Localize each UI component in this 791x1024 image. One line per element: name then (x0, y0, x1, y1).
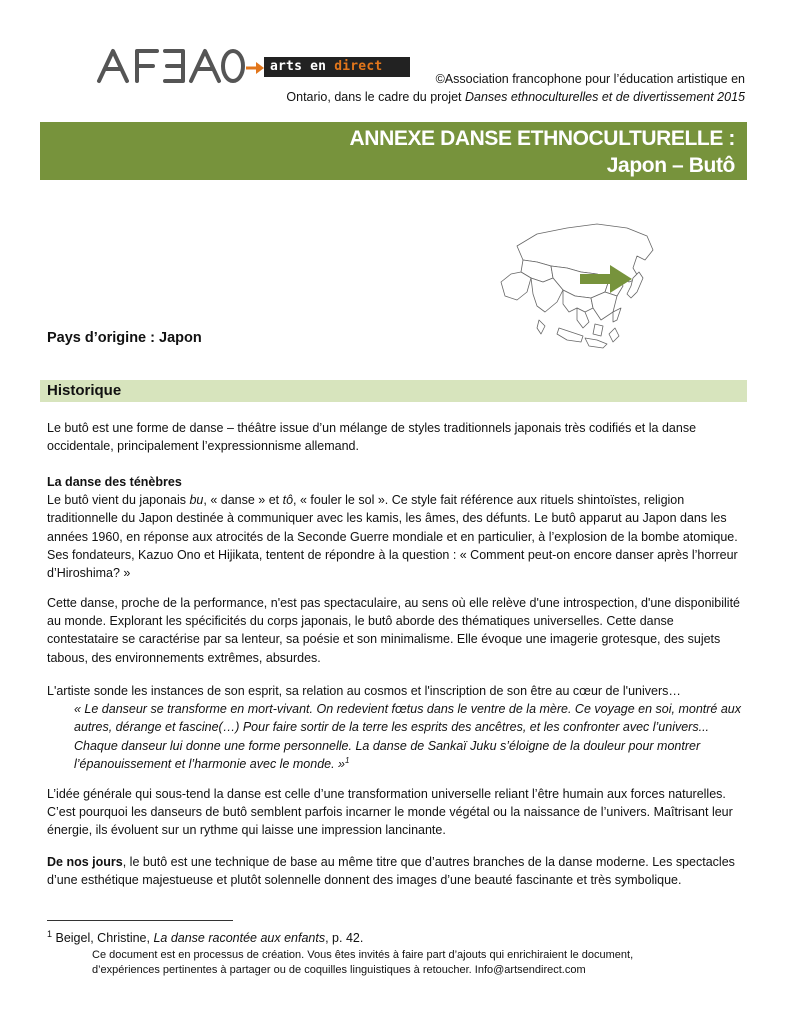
footer-line-2: d’expériences pertinentes à partager ou de coquilles linguistiques à retoucher. Info@artsendirect.com (92, 964, 586, 976)
copyright-header (225, 70, 745, 106)
paragraph-tenebres (47, 473, 747, 582)
paragraph-performance: Cette danse, proche de la performance, n'est pas spectaculaire, au sens où elle relève d'une introspection, d'une disponibilité au monde. Explorant les spécificités du corps japonais, le butô aborde des thématiques universelles. Cette danse contestataire se caractérise par sa lenteur, sa poésie et son minimalisme. Elle évoque une imagerie grotesque, des sujets tabous, des environnements extrêmes, absurdes. (47, 596, 741, 665)
page-footer (92, 948, 732, 978)
copyright-line-1: ©Association francophone pour l’éducation artistique en (435, 72, 745, 86)
afeao-logo (95, 47, 245, 85)
footnote-ref: 1 (345, 755, 350, 765)
paragraph-de-nos-jours: De nos jours, le butô est une technique de base au même titre que d’autres branches de la danse moderne. Les spectacles d’une esthétique majestueuse et plutôt solennelle donnent des images d’une beauté fascinante et très symbolique. (47, 855, 735, 888)
artiste-text: L'artiste sonde les instances de son esprit, sa relation au cosmos et l'inscription de son être au cœur de l'univers… (47, 684, 681, 698)
tenebres-text: Le butô vient du japonais bu, « danse » et tô, « fouler le sol ». Ce style fait référence aux rituels shintoïstes, religion traditionnelle du Japon destinée à communiquer avec les kamis, les âmes, des défunts. Le butô apparut au Japon dans les années 1960, en réponse aux atrocités de la Seconde Guerre mondiale et en particulier, à l’explosion de la bombe atomique. Ses fondateurs, Kazuo Ono et Hijikata, tentent de répondre à la question : « Comment peut-on encore danser après l’horreur d’Hiroshima? » (47, 493, 738, 581)
paragraph-artiste (47, 682, 747, 773)
map-arrow-icon (580, 265, 632, 293)
subheading-tenebres: La danse des ténèbres (47, 475, 182, 489)
asia-map (497, 216, 657, 361)
title-banner (40, 122, 747, 180)
country-of-origin: Pays d’origine : Japon (47, 330, 202, 346)
paragraph-idee: L’idée générale qui sous-tend la danse est celle d’une transformation universelle reliant l’être humain aux forces naturelles. C’est pourquoi les danseurs de butô semblent parfois incarner le monde végétal ou la naissance de l’univers. Maîtrisant leur énergie, ils évoluent sur un rythme qui laisse une impression lancinante. (47, 787, 733, 838)
footnote: $^1$ Beigel, Christine, La danse racontée aux enfants, p. 42. (47, 929, 364, 945)
title-line-2: Japon – Butô (606, 154, 735, 177)
footnote-rule (47, 920, 233, 921)
section-heading-historique: Historique (40, 380, 747, 402)
copyright-line-2: Ontario, dans le cadre du projet Danses ethnoculturelles et de divertissement 2015 (286, 90, 745, 104)
arts-en-direct-logo: arts en direct (264, 57, 410, 77)
title-line-1: ANNEXE DANSE ETHNOCULTURELLE : (349, 127, 735, 150)
paragraph-intro: Le butô est une forme de danse – théâtre issue d’un mélange de styles traditionnels japonais très codifiés et la danse occidentale, principalement l’expressionnisme allemand. (47, 421, 697, 454)
block-quote: « Le danseur se transforme en mort-vivant. On redevient fœtus dans le ventre de la mère. Ce voyage en soi, montré aux autres, dérange et fascine(…) Pour faire sortir de la terre les esprits des ancêtres, et les confronter avec l’univers... Chaque danseur lui donne une forme personnelle. La danse de Sankaï Juku s’éloigne de la douleur pour montrer l’épanouissement et l’harmonie avec le monde. »$^1$ (74, 702, 741, 771)
footer-line-1: Ce document est en processus de création. Vous êtes invités à faire part d’ajouts qui enrichiraient le document, (92, 949, 634, 961)
